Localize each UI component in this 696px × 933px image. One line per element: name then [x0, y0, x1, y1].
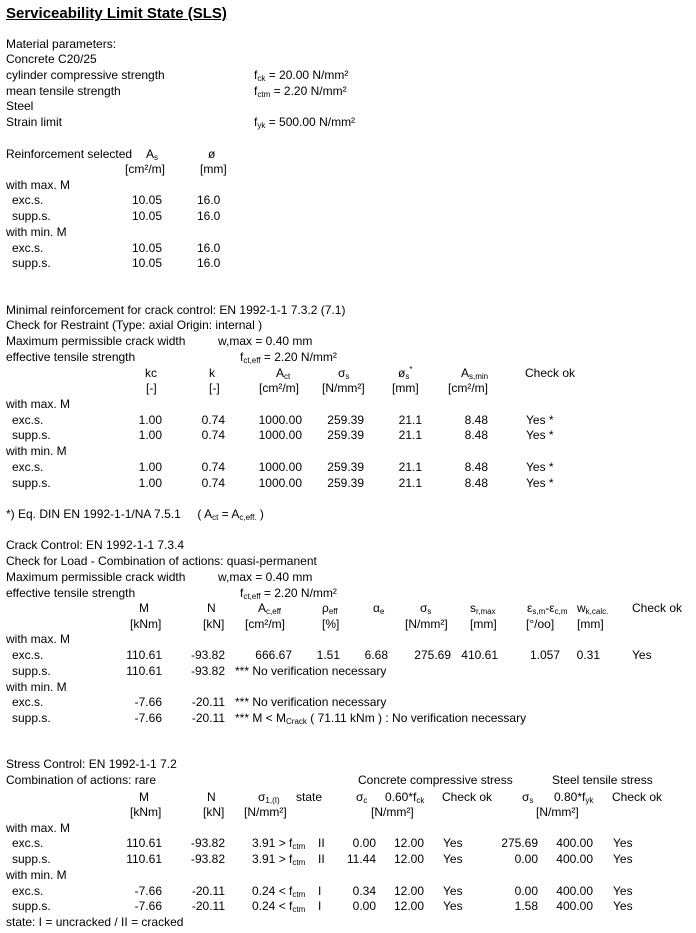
minreinf-row-label: supp.s.	[12, 476, 51, 490]
crack-wmax-label: Maximum permissible crack width	[6, 570, 186, 584]
reinf-as-value: 10.05	[131, 256, 162, 270]
col-header-check: Check ok	[525, 366, 576, 380]
col-unit-dia: [mm]	[392, 381, 419, 395]
stress-legend: state: I = uncracked / II = cracked	[6, 915, 184, 929]
reinf-as-value: 10.05	[131, 209, 162, 223]
stress-state: II	[318, 852, 325, 866]
crack-unit-srmax: [mm]	[470, 617, 497, 631]
crack-col-check: Check ok	[632, 601, 683, 615]
minreinf-wmax-label: Maximum permissible crack width	[6, 334, 186, 348]
crack-eps: 1.057	[529, 648, 560, 662]
crack-no-verification: *** No verification necessary	[235, 664, 387, 678]
reinf-dia-unit: [mm]	[200, 162, 227, 176]
fyk-value: $f_{yk} = 500.00$ N/mm²	[254, 115, 356, 130]
stress-n: -20.11	[191, 884, 225, 898]
stress-row-label: supp.s.	[12, 852, 51, 866]
stress-combo: Combination of actions: rare	[6, 773, 157, 787]
stress-fck-limit: 12.00	[393, 852, 424, 866]
col-unit-act: [cm²/m]	[259, 381, 299, 395]
reinf-as-value: 10.05	[131, 193, 162, 207]
stress-n: -93.82	[190, 836, 225, 850]
stress-m: 110.61	[126, 852, 162, 866]
stress-sigmac: 11.44	[346, 852, 376, 866]
stress-fck-limit: 12.00	[393, 884, 424, 898]
minreinf-footnote: *) Eq. DIN EN 1992-1-1/NA 7.5.1 ( $A_{ct} = A_{c,eff.}$ )	[6, 507, 264, 522]
col-header-act: $A_{ct}$	[276, 366, 291, 381]
crack-unit-n: [kN]	[203, 617, 225, 631]
fck-value: $f_{ck} = 20.00$ N/mm²	[254, 68, 349, 83]
reinf-as-value: 10.05	[131, 241, 162, 255]
reinf-with-max: with max. M	[6, 178, 71, 192]
crack-n: -20.11	[191, 711, 225, 725]
concrete-class: Concrete C20/25	[6, 52, 97, 66]
stress-m: 110.61	[126, 836, 162, 850]
stress-sigma1: $3.91 > f_{ctm}$	[252, 852, 306, 867]
stress-check1: Yes	[443, 836, 463, 850]
crack-wk: 0.31	[576, 648, 600, 662]
crack-n: -93.82	[190, 648, 225, 662]
stress-fck-limit: 12.00	[393, 836, 424, 850]
reinf-heading: Reinforcement selected	[6, 147, 133, 161]
crack-col-wk: $w_{k,calc.}$	[577, 601, 609, 616]
crack-aceff: 666.67	[255, 648, 292, 662]
stress-unit-sigma1: [N/mm²]	[244, 805, 287, 819]
minreinf-check-ok: Yes *	[526, 476, 554, 490]
stress-sigmac: 0.34	[352, 884, 376, 898]
minreinf-row-label: exc.s.	[12, 460, 44, 474]
crack-n: -20.11	[191, 695, 225, 709]
col-unit-sigma: [N/mm²]	[322, 381, 365, 395]
stress-steel-title: Steel tensile stress	[552, 773, 653, 787]
reinf-dia-value: 16.0	[197, 193, 221, 207]
crack-unit-rho: [%]	[322, 617, 340, 631]
minreinf-fct-value: $f_{ct,eff} = 2.20$ N/mm²	[240, 350, 337, 365]
stress-state: I	[318, 884, 322, 898]
stress-unit-steel: [N/mm²]	[536, 805, 579, 819]
crack-col-eps: $\varepsilon_{s,m}-\varepsilon_{c,m}$	[527, 601, 568, 616]
minreinf-sigma: 259.39	[327, 413, 364, 427]
stress-col-m: M	[139, 790, 149, 804]
stress-sigmac: 0.00	[352, 899, 376, 913]
stress-m: -7.66	[134, 899, 162, 913]
crack-unit-aceff: [cm²/m]	[245, 617, 285, 631]
stress-col-n: N	[207, 790, 216, 804]
stress-check1: Yes	[443, 852, 463, 866]
col-unit-kc: [-]	[146, 381, 157, 395]
crack-m: -7.66	[134, 695, 162, 709]
stress-sigmas: 275.69	[501, 836, 538, 850]
minreinf-asmin: 8.48	[464, 460, 488, 474]
crack-col-m: M	[139, 601, 149, 615]
crack-unit-sigma: [N/mm²]	[405, 617, 448, 631]
crack-with-min: with min. M	[6, 680, 67, 694]
minreinf-sigma: 259.39	[327, 428, 364, 442]
stress-n: -20.11	[191, 899, 225, 913]
minreinf-dia: 21.1	[398, 460, 422, 474]
reinf-dia-value: 16.0	[197, 209, 221, 223]
reinf-row-label: exc.s.	[12, 241, 44, 255]
col-header-asmin: $A_{s,min}$	[461, 366, 489, 381]
crack-n: -93.82	[190, 664, 225, 678]
reinf-as-unit: [cm²/m]	[125, 162, 165, 176]
stress-unit-concrete: [N/mm²]	[371, 805, 414, 819]
minreinf-act: 1000.00	[258, 428, 302, 442]
stress-sigma1: $3.91 > f_{ctm}$	[252, 836, 306, 851]
crack-wmax-value: w,max = 0.40 mm	[218, 570, 313, 584]
crack-col-srmax: $s_{r,max}$	[470, 601, 496, 616]
col-header-dia-s: $ø_s^*$	[398, 365, 413, 381]
stress-state: II	[318, 836, 325, 850]
minreinf-kc: 1.00	[138, 413, 162, 427]
crack-row-label: exc.s.	[12, 648, 44, 662]
minreinf-act: 1000.00	[258, 460, 302, 474]
minreinf-act: 1000.00	[258, 476, 302, 490]
page-title: Serviceability Limit State (SLS)	[6, 5, 227, 22]
minreinf-check-ok: Yes *	[526, 413, 554, 427]
fctm-label: mean tensile strength	[6, 84, 121, 98]
reinf-dia-symbol: ø	[208, 147, 216, 161]
stress-fyk-limit: 400.00	[556, 899, 593, 913]
stress-state: I	[318, 899, 322, 913]
crack-unit-eps: [°/oo]	[526, 617, 555, 631]
stress-sigma1: $0.24 < f_{ctm}$	[252, 884, 306, 899]
stress-col-check2: Check ok	[612, 790, 663, 804]
crack-no-verification: *** No verification necessary	[235, 695, 387, 709]
crack-fct-value: $f_{ct,eff} = 2.20$ N/mm²	[240, 586, 337, 601]
crack-heading: Crack Control: EN 1992-1-1 7.3.4	[6, 538, 185, 552]
reinf-row-label: supp.s.	[12, 256, 51, 270]
crack-with-max: with max. M	[6, 632, 71, 646]
reinf-as-symbol: $A_s$	[146, 147, 159, 162]
minreinf-asmin: 8.48	[464, 413, 488, 427]
fyk-label: Strain limit	[6, 115, 63, 129]
crack-row-label: supp.s.	[12, 711, 51, 725]
reinf-dia-value: 16.0	[197, 241, 221, 255]
crack-unit-wk: [mm]	[577, 617, 604, 631]
crack-sigma: 275.69	[414, 648, 451, 662]
minreinf-kc: 1.00	[138, 428, 162, 442]
col-unit-asmin: [cm²/m]	[448, 381, 488, 395]
stress-check1: Yes	[443, 899, 463, 913]
stress-fck-limit: 12.00	[393, 899, 424, 913]
minreinf-wmax-value: w,max = 0.40 mm	[218, 334, 313, 348]
col-header-sigma-s: $\sigma_s$	[338, 366, 350, 381]
minreinf-dia: 21.1	[398, 413, 422, 427]
crack-col-alpha: $\alpha_e$	[373, 601, 385, 616]
crack-row-label: exc.s.	[12, 695, 44, 709]
crack-rho: 1.51	[316, 648, 340, 662]
stress-fyk-limit: 400.00	[556, 884, 593, 898]
minreinf-dia: 21.1	[398, 428, 422, 442]
fctm-value: $f_{ctm} = 2.20$ N/mm²	[254, 84, 347, 99]
crack-col-rho: $\rho_{eff}$	[322, 601, 338, 616]
stress-col-check1: Check ok	[442, 790, 493, 804]
minreinf-dia: 21.1	[398, 476, 422, 490]
stress-check2: Yes	[613, 836, 633, 850]
crack-col-n: N	[207, 601, 216, 615]
stress-col-fck: $0.60*f_{ck}$	[385, 790, 425, 805]
minreinf-k: 0.74	[201, 460, 225, 474]
minreinf-row-label: supp.s.	[12, 428, 51, 442]
minreinf-check-ok: Yes *	[526, 428, 554, 442]
minreinf-sigma: 259.39	[327, 460, 364, 474]
crack-m: -7.66	[134, 711, 162, 725]
crack-col-sigma: $\sigma_s$	[420, 601, 432, 616]
stress-n: -93.82	[190, 852, 225, 866]
crack-m: 110.61	[126, 648, 162, 662]
reinf-row-label: exc.s.	[12, 193, 44, 207]
stress-sigmas: 0.00	[514, 884, 538, 898]
minreinf-with-min: with min. M	[6, 444, 67, 458]
stress-fyk-limit: 400.00	[556, 836, 593, 850]
crack-check-ok: Yes	[632, 648, 652, 662]
crack-fct-label: effective tensile strength	[6, 586, 136, 600]
stress-check2: Yes	[613, 884, 633, 898]
stress-check2: Yes	[613, 899, 633, 913]
crack-m: 110.61	[126, 664, 162, 678]
crack-row-label: supp.s.	[12, 664, 51, 678]
reinf-row-label: supp.s.	[12, 209, 51, 223]
stress-unit-n: [kN]	[203, 805, 225, 819]
minreinf-fct-label: effective tensile strength	[6, 350, 136, 364]
reinf-with-min: with min. M	[6, 225, 67, 239]
minreinf-kc: 1.00	[138, 460, 162, 474]
crack-col-aceff: $A_{c,eff}$	[258, 601, 281, 616]
stress-col-sigmas: $\sigma_s$	[522, 790, 534, 805]
stress-row-label: exc.s.	[12, 836, 44, 850]
stress-heading: Stress Control: EN 1992-1-1 7.2	[6, 757, 177, 771]
stress-unit-m: [kNm]	[130, 805, 162, 819]
steel-label: Steel	[6, 99, 34, 113]
stress-check1: Yes	[443, 884, 463, 898]
material-heading: Material parameters:	[6, 37, 117, 51]
fck-label: cylinder compressive strength	[6, 68, 165, 82]
stress-m: -7.66	[134, 884, 162, 898]
reinf-dia-value: 16.0	[197, 256, 221, 270]
minreinf-with-max: with max. M	[6, 397, 71, 411]
stress-sigmas: 0.00	[514, 852, 538, 866]
minreinf-act: 1000.00	[258, 413, 302, 427]
minreinf-asmin: 8.48	[464, 476, 488, 490]
stress-sigmac: 0.00	[352, 836, 376, 850]
minreinf-k: 0.74	[201, 428, 225, 442]
minreinf-asmin: 8.48	[464, 428, 488, 442]
stress-col-fyk: $0.80*f_{yk}$	[554, 790, 594, 805]
crack-check: Check for Load - Combination of actions: quasi-permanent	[6, 554, 317, 568]
minreinf-k: 0.74	[201, 413, 225, 427]
minreinf-heading: Minimal reinforcement for crack control: EN 1992-1-1 7.3.2 (7.1)	[6, 303, 346, 317]
crack-srmax: 410.61	[461, 648, 498, 662]
minreinf-check-ok: Yes *	[526, 460, 554, 474]
stress-sigma1: $0.24 < f_{ctm}$	[252, 899, 306, 914]
stress-fyk-limit: 400.00	[556, 852, 593, 866]
stress-col-sigmac: $\sigma_c$	[356, 790, 368, 805]
stress-col-sigma1: $\sigma_{1,(I)}$	[258, 790, 280, 805]
col-header-kc: kc	[145, 366, 157, 380]
minreinf-row-label: exc.s.	[12, 413, 44, 427]
stress-with-min: with min. M	[6, 868, 67, 882]
stress-row-label: exc.s.	[12, 884, 44, 898]
col-header-k: k	[209, 366, 215, 380]
col-unit-k: [-]	[209, 381, 220, 395]
crack-mcrack-message: *** $M < M_{Crack}$ ( 71.11 kNm ) : No verification necessary	[235, 711, 527, 726]
stress-check2: Yes	[613, 852, 633, 866]
stress-concrete-title: Concrete compressive stress	[358, 773, 513, 787]
minreinf-k: 0.74	[201, 476, 225, 490]
stress-sigmas: 1.58	[514, 899, 538, 913]
minreinf-kc: 1.00	[138, 476, 162, 490]
stress-row-label: supp.s.	[12, 899, 51, 913]
crack-unit-m: [kNm]	[130, 617, 162, 631]
minreinf-check: Check for Restraint (Type: axial Origin: internal )	[6, 318, 263, 332]
stress-col-state: state	[296, 790, 323, 804]
crack-alpha: 6.68	[364, 648, 388, 662]
stress-with-max: with max. M	[6, 821, 71, 835]
minreinf-sigma: 259.39	[327, 476, 364, 490]
